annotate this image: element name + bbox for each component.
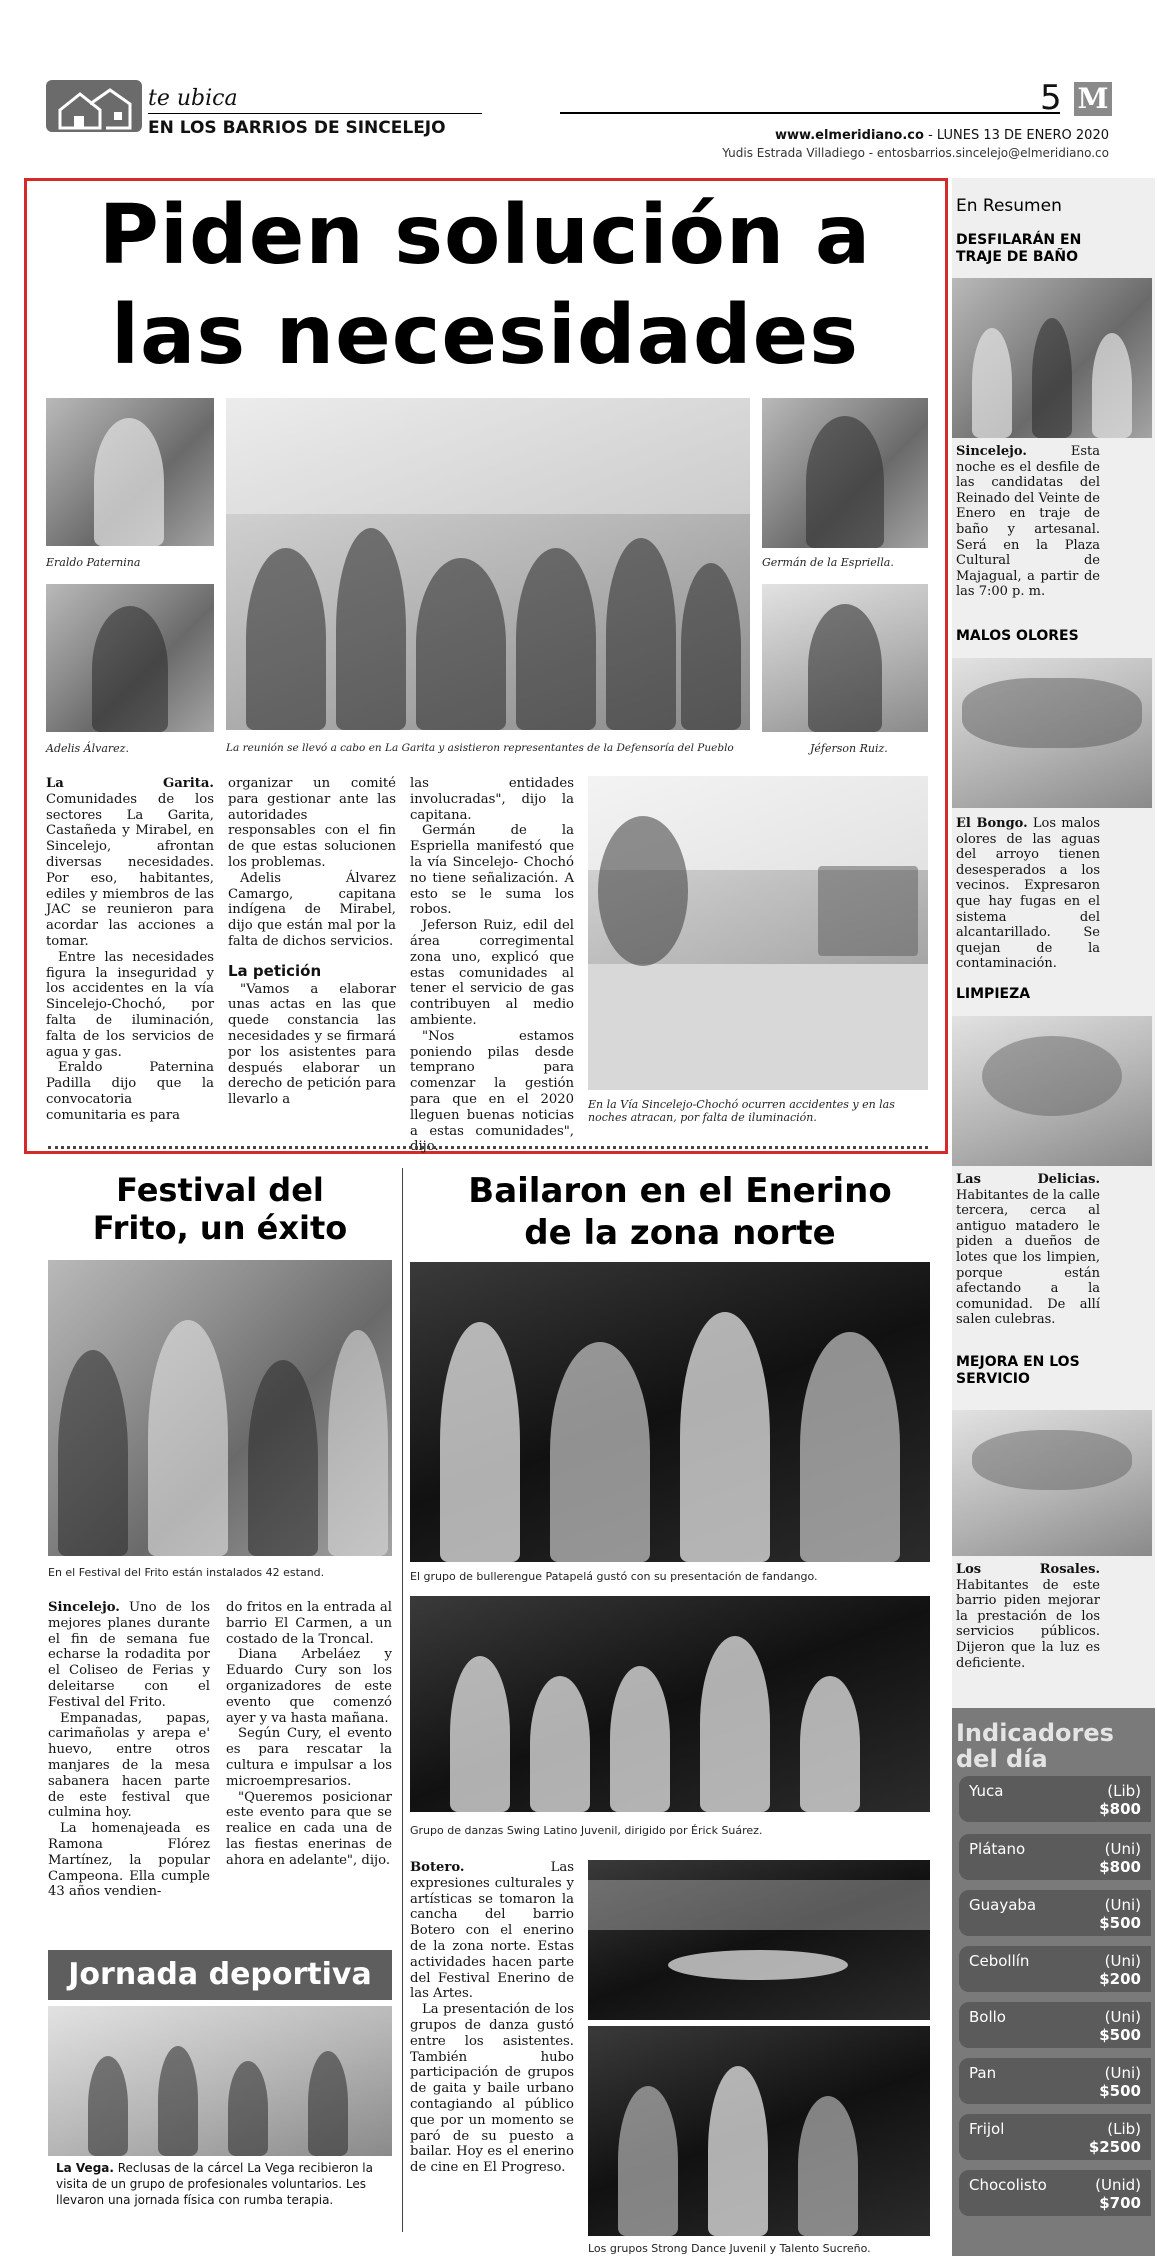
caption-swing-latino: Grupo de danzas Swing Latino Juvenil, dirigido por Érick Suárez. [410,1824,763,1837]
resumen-title-desfile: DESFILARÁN EN TRAJE DE BAÑO [956,232,1082,265]
resumen-text-servicio: Los Rosales. Habitantes de este barrio piden mejorar la prestación de los servicios públicos. Dijeron que la luz es deficiente. [956,1562,1100,1671]
photo-meeting-la-garita [226,398,750,730]
resumen-text-malos-olores: El Bongo. Los malos olores de las aguas del arroyo tienen desesperados a los vecinos. Expresaron que hay fugas en el sistema del alcantarillado. Se quejan de la contaminación. [956,816,1100,972]
issue-date: - LUNES 13 DE ENERO 2020 [923,128,1109,143]
frito-headline-line1: Festival del [116,1171,324,1209]
caption-strong-dance: Los grupos Strong Dance Juvenil y Talento Sucreño. [588,2242,871,2255]
indicator-row: Frijol (Lib) $2500 [959,2114,1151,2160]
section-logo [46,80,142,132]
photo-jeferson-ruiz [762,584,928,732]
frito-col2: do fritos en la entrada al barrio El Carmen, a un costado de la Troncal. Diana Arbeláez y Eduardo Cury son los organizadores de este evento que comenzó ayer y va hasta mañana. Según Cury, el evento es para rescatar la cultura e impulsar a los microempresarios. "Queremos posicionar este evento para que se realice en cada una de las fiestas enerinas de ahora en adelante", dijo. [226,1600,392,1868]
photo-bullerengue-patapela [410,1262,930,1562]
caption-eraldo: Eraldo Paternina [46,556,141,569]
caption-adelis: Adelis Álvarez. [46,742,129,755]
house-icon [46,80,142,132]
resumen-text-desfile: Sincelejo. Esta noche es el desfile de las candidatas del Reinado del Veinte de Enero en traje de baño y artesanal. Será en la Plaza Cultural de Majagual, a partir de las 7:00 p. m. [956,444,1100,600]
indicator-row: Pan (Uni) $500 [959,2058,1151,2104]
photo-german-espriella [762,398,928,548]
dateline-sincelejo: Sincelejo. [48,1600,120,1615]
site-url[interactable]: www.elmeridiano.co [775,128,924,143]
indicators-title-line1: Indicadores [956,1719,1114,1747]
photo-enerino-audience [588,1860,930,2020]
main-story-col1: La Garita. Comunidades de los sectores La Garita, Castañeda y Mirabel, en Sincelejo, afrontan diversas necesidades. Por eso, habitantes, ediles y miembros de las JAC se reunieron para acordar las acciones a tomar. Entre las necesidades figura la inseguridad y los accidentes en la vía Sincelejo-Chochó, por falta de iluminación, falta de los servicios de agua y gas. Eraldo Paternina Padilla dijo que la convocatoria comunitaria es para [46,776,214,1123]
caption-german: Germán de la Espriella. [762,556,894,569]
author-line: Yudis Estrada Villadiego - entosbarrios.sincelejo@elmeridiano.co [722,146,1109,160]
resumen-text-limpieza: Las Delicias. Habitantes de la calle tercera, cerca al antiguo matadero le piden a dueños de lotes que los limpien, porque están afectando a la comunidad. De allí salen culebras. [956,1172,1100,1328]
site-date-line [775,128,1109,143]
photo-desfile [952,278,1152,438]
indicator-row: Yuca (Lib) $800 [959,1776,1151,1822]
section-label-bottom: EN LOS BARRIOS DE SINCELEJO [148,118,446,138]
caption-reunion: La reunión se llevó a cabo en La Garita y asistieron representantes de la Defensoría del Pueblo [226,742,734,754]
logo-letter: M [1077,82,1109,115]
resumen-title-limpieza: LIMPIEZA [956,986,1031,1002]
indicator-row: Plátano (Uni) $800 [959,1834,1151,1880]
caption-bullerengue: El grupo de bullerengue Patapelá gustó con su presentación de fandango. [410,1570,818,1583]
caption-frito: En el Festival del Frito están instalados 42 estand. [48,1566,325,1579]
main-headline-line1: Piden solución a [98,188,872,283]
photo-eraldo-paternina [46,398,214,546]
page-number: 5 [1040,78,1062,118]
jornada-title: Jornada deportiva [68,1957,372,1992]
subhead-la-peticion: La petición [228,961,322,980]
main-story-col2: organizar un comité para gestionar ante las autoridades responsables con el fin de que estas solucionen los problemas. Adelis Álvarez Camargo, capitana indígena de Mirabel, dijo que están mal por la falta de dichos servicios. La petición "Vamos a elaborar unas actas en las que quede constancia las necesidades y se firmará por los asistentes para después elaborar un derecho de petición para llevarlo a [228,776,396,1108]
newspaper-logo [1074,82,1112,116]
resumen-title-servicio: MEJORA EN LOS SERVICIO [956,1354,1080,1387]
indicator-row: Bollo (Uni) $500 [959,2002,1151,2048]
photo-swing-latino-juvenil [410,1596,930,1812]
frito-headline-line2: Frito, un éxito [92,1209,348,1247]
photo-adelis-alvarez [46,584,214,732]
main-headline-line2: las necesidades [110,288,860,383]
dateline-la-vega: La Vega. [56,2161,114,2175]
caption-jeferson: Jéferson Ruiz. [810,742,888,755]
photo-festival-frito [48,1260,392,1556]
sidebar-title: En Resumen [956,196,1062,216]
dateline-la-garita: La Garita. [46,776,214,791]
enerino-text: Botero. Las expresiones culturales y artísticas se tomaron la cancha del barrio Botero con el enerino de la zona norte. Estas actividades hacen parte del Festival Enerino de las Artes. La presentación de los grupos de danza gustó entre los asistentes. También hubo participación de grupos de gaita y baile urbano contagiando al público que por un momento se paró de su puesto a bailar. Hoy es el enerino de cine en El Progreso. [410,1860,574,2176]
photo-jornada-deportiva [48,2006,392,2156]
indicator-row: Chocolisto (Unid) $700 [959,2170,1151,2216]
dateline-botero: Botero. [410,1860,465,1875]
photo-servicio [952,1410,1152,1556]
indicators-title-line2: del día [956,1745,1048,1773]
indicator-row: Cebollín (Uni) $200 [959,1946,1151,1992]
photo-malos-olores [952,658,1152,808]
caption-via: En la Vía Sincelejo-Chochó ocurren accidentes y en las noches atracan, por falta de iluminación. [588,1098,895,1124]
frito-col1: Sincelejo. Uno de los mejores planes durante el fin de semana fue echarse la rodadita por el Coliseo de Ferias y deleitarse con el Festival del Frito. Empanadas, papas, carimañolas y arepa e' huevo, entre otros manjares de la mesa sabanera hacen parte de este festival que culmina hoy. La homenajeada es Ramona Flórez Martínez, la popular Campeona. Ella cumple 43 años vendien- [48,1600,210,1900]
photo-via-sincelejo-chocho [588,776,928,1090]
resumen-title-malos-olores: MALOS OLORES [956,628,1079,644]
jornada-title-bar [48,1950,392,2000]
jornada-text: La Vega. Reclusas de la cárcel La Vega recibieron la visita de un grupo de profesionales voluntarios. Les llevaron una jornada física con rumba terapia. [56,2161,373,2207]
section-label-top: te ubica [148,86,238,111]
photo-strong-dance-talento [588,2026,930,2236]
indicator-row: Guayaba (Uni) $500 [959,1890,1151,1936]
main-story-col3: las entidades involucradas", dijo la capitana. Germán de la Espriella manifestó que la vía Sincelejo- Chochó no tiene señalización. A esto se le suma los robos. Jeferson Ruiz, edil del área corregimental zona uno, explicó que estas comunidades al tener el servicio de gas contribuyen al medio ambiente. "Nos estamos poniendo pilas desde temprano para comenzar la gestión para que en el 2020 lleguen buenas noticias a estas comunidades", dijo. [410,776,574,1155]
enerino-headline-line2: de la zona norte [524,1213,836,1253]
enerino-headline-line1: Bailaron en el Enerino [468,1171,892,1211]
photo-limpieza [952,1016,1152,1166]
